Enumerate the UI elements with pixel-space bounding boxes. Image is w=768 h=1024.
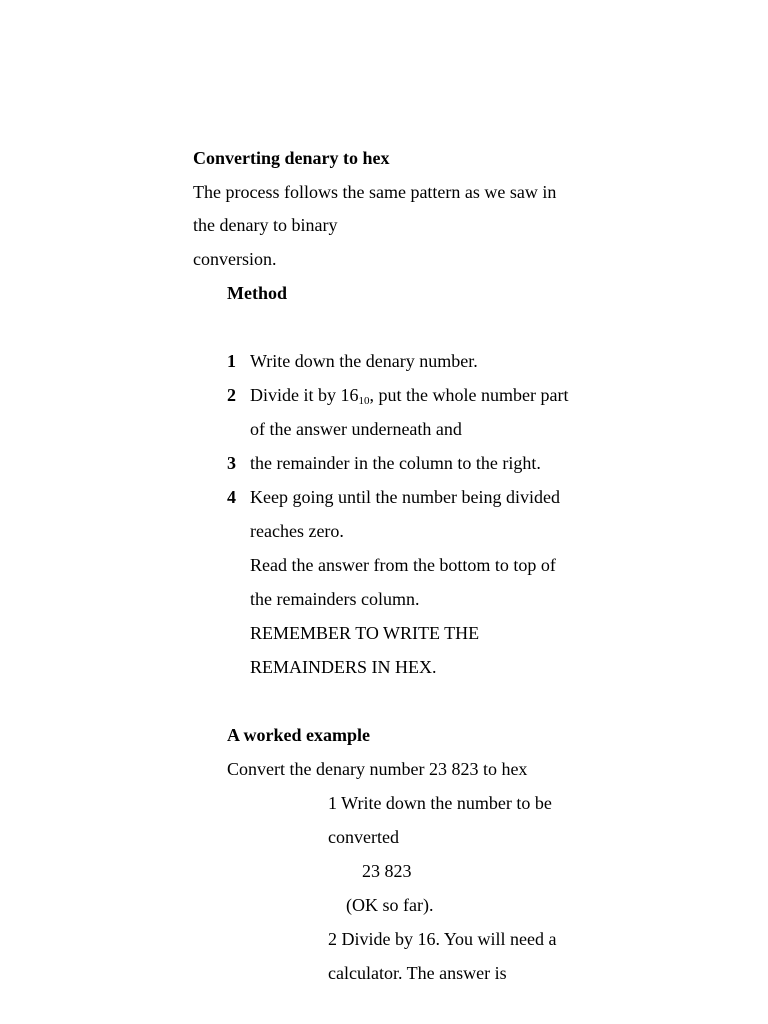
intro-line-3: conversion.: [193, 249, 277, 269]
section-title: Converting denary to hex: [193, 148, 390, 168]
method-note-3: REMEMBER TO WRITE THE: [250, 623, 480, 643]
step-2-number: 2: [227, 385, 236, 405]
method-note-2: the remainders column.: [250, 589, 420, 609]
method-heading: Method: [227, 283, 287, 303]
example-intro: Convert the denary number 23 823 to hex: [227, 759, 528, 779]
method-note-1: Read the answer from the bottom to top of: [250, 555, 556, 575]
step-3-text: the remainder in the column to the right.: [250, 453, 541, 473]
step-2-subscript: 10: [358, 395, 370, 407]
step-4-continuation: reaches zero.: [250, 521, 344, 541]
method-note-4: REMAINDERS IN HEX.: [250, 657, 437, 677]
step-3-number: 3: [227, 453, 236, 473]
step-4-text: Keep going until the number being divided: [250, 487, 560, 507]
step-2-continuation: of the answer underneath and: [250, 419, 462, 439]
step-2-text-before: Divide it by 16: [250, 385, 359, 405]
example-step-1-line-1: 1 Write down the number to be: [328, 793, 552, 813]
example-heading: A worked example: [227, 725, 370, 745]
intro-line-2: the denary to binary: [193, 215, 338, 235]
example-number: 23 823: [362, 861, 412, 881]
example-ok-note: (OK so far).: [346, 895, 434, 915]
example-step-2-line-1: 2 Divide by 16. You will need a: [328, 929, 557, 949]
example-step-2-line-2: calculator. The answer is: [328, 963, 507, 983]
step-4-number: 4: [227, 487, 236, 507]
step-2-text-after: , put the whole number part: [369, 385, 569, 405]
intro-line-1: The process follows the same pattern as we saw in: [193, 182, 557, 202]
example-step-1-line-2: converted: [328, 827, 399, 847]
step-2-text: [250, 385, 569, 407]
step-1-number: 1: [227, 351, 236, 371]
step-1-text: Write down the denary number.: [250, 351, 478, 371]
